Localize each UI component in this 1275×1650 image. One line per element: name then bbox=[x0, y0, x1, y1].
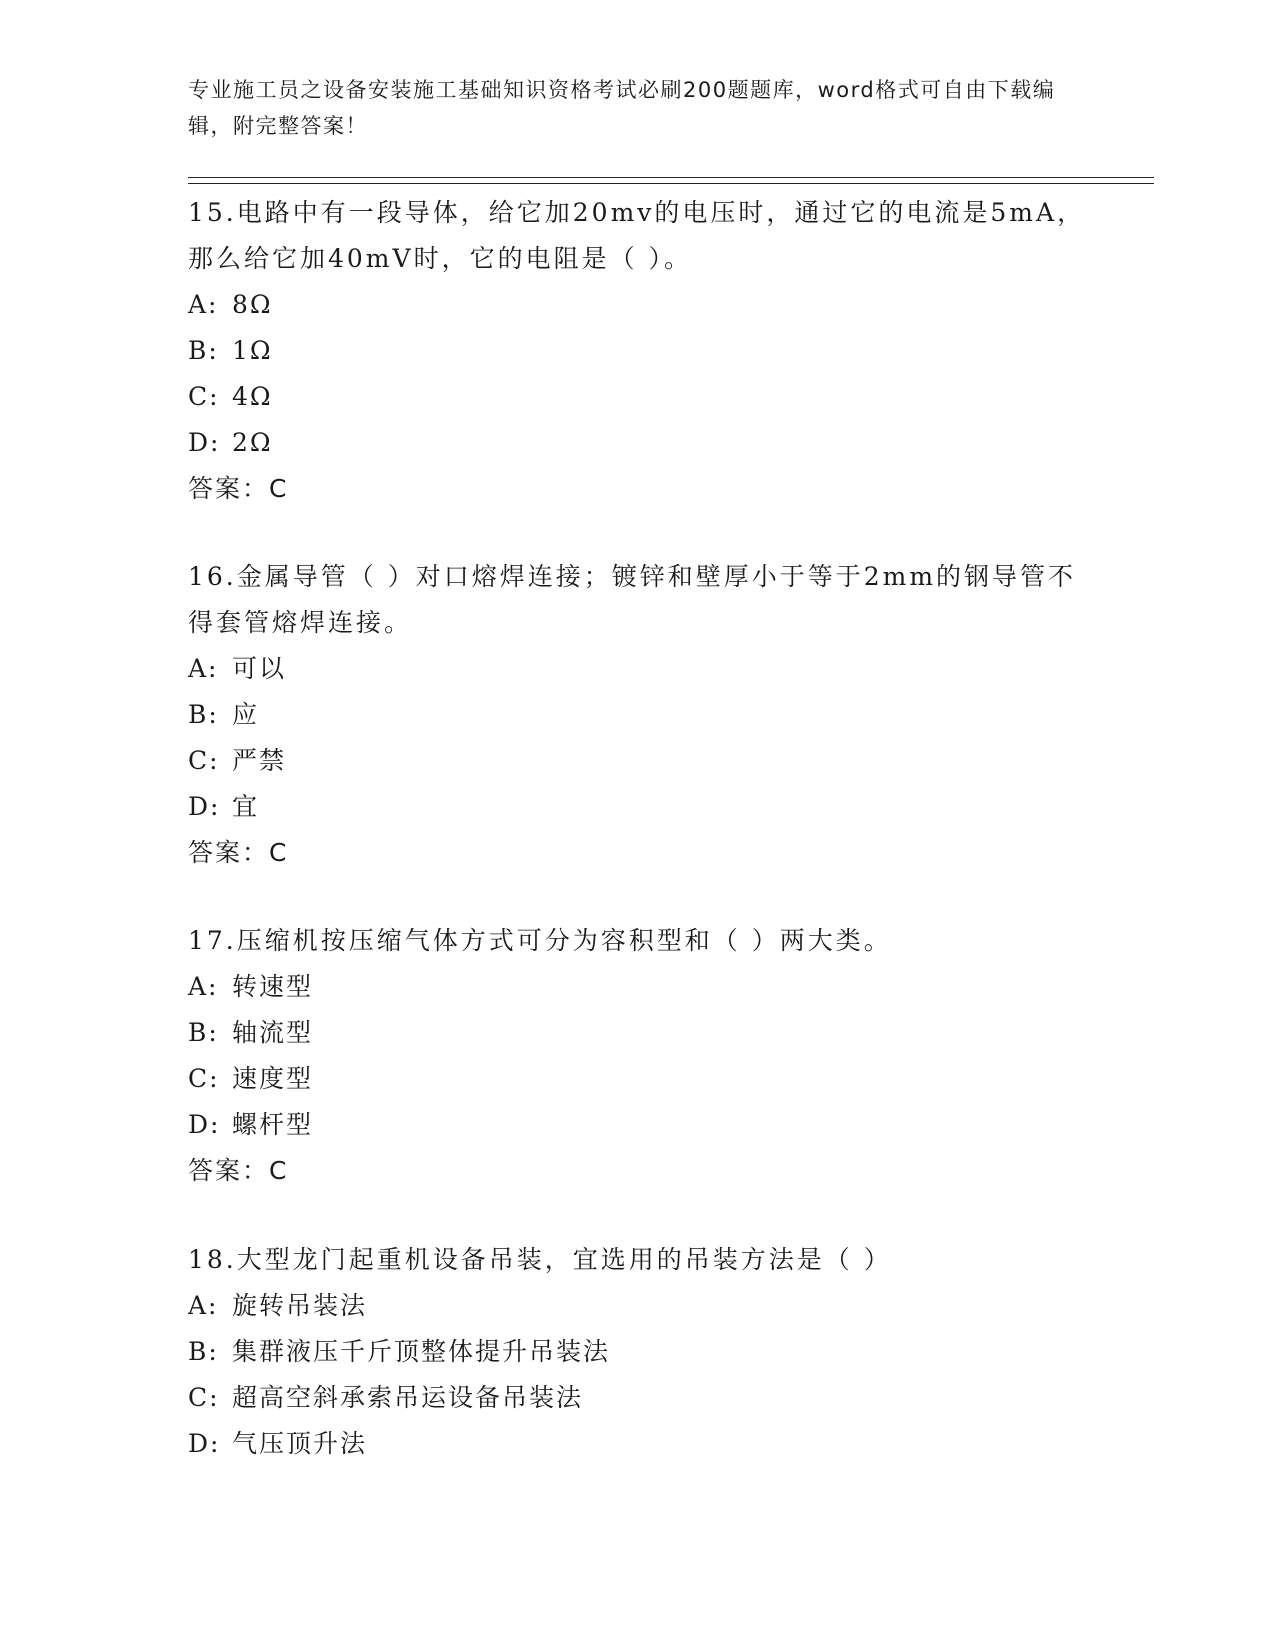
option-d bbox=[188, 1102, 1088, 1148]
option-text: 4Ω bbox=[232, 382, 273, 411]
option-d bbox=[188, 784, 1088, 830]
option-c bbox=[188, 1056, 1088, 1102]
option-label: D: bbox=[188, 792, 221, 821]
option-a bbox=[188, 964, 1088, 1010]
option-a bbox=[188, 646, 1088, 692]
option-c bbox=[188, 1375, 1088, 1421]
option-label: B: bbox=[188, 336, 219, 365]
option-b bbox=[188, 1329, 1088, 1375]
option-text: 速度型 bbox=[232, 1064, 314, 1093]
option-d bbox=[188, 1421, 1088, 1467]
question-stem: 18.大型龙门起重机设备吊装，宜选用的吊装方法是（ ） bbox=[188, 1245, 892, 1274]
option-label: C: bbox=[188, 382, 220, 411]
option-label: D: bbox=[188, 1110, 221, 1139]
option-text: 气压顶升法 bbox=[232, 1429, 368, 1458]
option-d bbox=[188, 420, 1088, 466]
option-text: 转速型 bbox=[232, 972, 314, 1001]
option-label: A: bbox=[188, 290, 219, 319]
option-a bbox=[188, 282, 1088, 328]
answer-line: 答案：C bbox=[188, 838, 289, 867]
option-label: C: bbox=[188, 746, 220, 775]
question-stem: 15.电路中有一段导体，给它加20mv的电压时，通过它的电流是5mA，那么给它加40mV时，它的电阻是（ ）。 bbox=[188, 198, 1086, 273]
option-label: D: bbox=[188, 428, 221, 457]
question-stem: 17.压缩机按压缩气体方式可分为容积型和（ ）两大类。 bbox=[188, 926, 892, 955]
option-label: A: bbox=[188, 972, 219, 1001]
option-b bbox=[188, 692, 1088, 738]
question-17 bbox=[188, 918, 1088, 1194]
option-text: 可以 bbox=[232, 654, 287, 683]
option-text: 宜 bbox=[232, 792, 260, 821]
option-text: 轴流型 bbox=[232, 1018, 314, 1047]
option-text: 集群液压千斤顶整体提升吊装法 bbox=[232, 1337, 611, 1366]
header-divider-bottom bbox=[188, 183, 1154, 184]
question-16 bbox=[188, 554, 1088, 876]
question-15 bbox=[188, 190, 1088, 512]
option-label: C: bbox=[188, 1064, 220, 1093]
answer-line: 答案：C bbox=[188, 474, 289, 503]
option-a bbox=[188, 1283, 1088, 1329]
option-label: D: bbox=[188, 1429, 221, 1458]
option-text: 8Ω bbox=[232, 290, 273, 319]
document-header: 专业施工员之设备安装施工基础知识资格考试必刷200题题库，word格式可自由下载编辑，附完整答案！ bbox=[188, 78, 1056, 138]
option-text: 超高空斜承索吊运设备吊装法 bbox=[232, 1383, 584, 1412]
option-text: 应 bbox=[232, 700, 260, 729]
option-b bbox=[188, 328, 1088, 374]
option-text: 螺杆型 bbox=[232, 1110, 314, 1139]
option-label: B: bbox=[188, 700, 219, 729]
option-label: C: bbox=[188, 1383, 220, 1412]
option-c bbox=[188, 374, 1088, 420]
option-text: 旋转吊装法 bbox=[232, 1291, 368, 1320]
option-b bbox=[188, 1010, 1088, 1056]
option-label: A: bbox=[188, 654, 219, 683]
option-c bbox=[188, 738, 1088, 784]
option-text: 2Ω bbox=[232, 428, 273, 457]
option-label: B: bbox=[188, 1018, 219, 1047]
option-text: 1Ω bbox=[232, 336, 273, 365]
option-text: 严禁 bbox=[232, 746, 287, 775]
option-label: A: bbox=[188, 1291, 219, 1320]
header-divider-top bbox=[188, 177, 1154, 178]
option-label: B: bbox=[188, 1337, 219, 1366]
question-stem: 16.金属导管（ ）对口熔焊连接；镀锌和壁厚小于等于2mm的钢导管不得套管熔焊连接。 bbox=[188, 562, 1077, 637]
question-18 bbox=[188, 1237, 1088, 1467]
answer-line: 答案：C bbox=[188, 1156, 289, 1185]
